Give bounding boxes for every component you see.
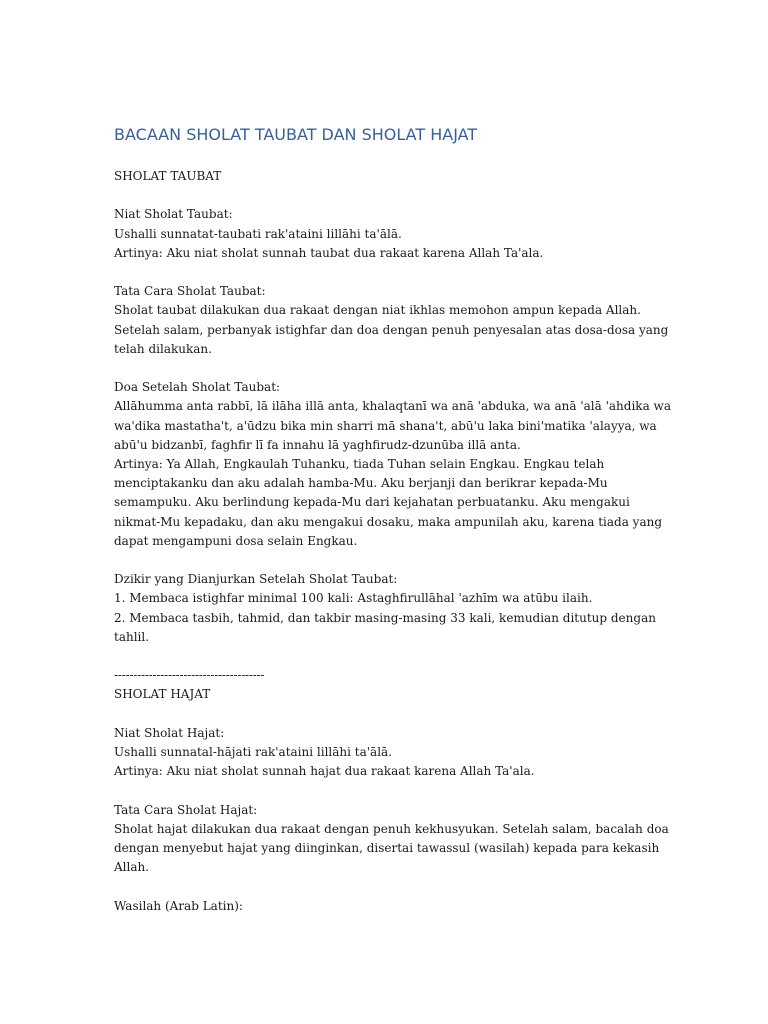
tata-hajat-line: Allah. xyxy=(114,860,150,875)
doa-taubat-label: Doa Setelah Sholat Taubat: xyxy=(114,380,281,395)
doa-taubat-arti-line: dapat mengampuni dosa selain Engkau. xyxy=(114,533,358,548)
doa-taubat-arti-line: nikmat-Mu kepadaku, dan aku mengakui dosaku, maka ampunilah aku, karena tiada yang xyxy=(114,514,663,529)
wasilah-label: Wasilah (Arab Latin): xyxy=(114,898,243,913)
doa-taubat-arti-line: semampuku. Aku berlindung kepada-Mu dari kejahatan perbuatanku. Aku mengakui xyxy=(114,495,630,510)
doa-taubat-arti-line: menciptakanku dan aku adalah hamba-Mu. Aku berjanji dan berikrar kepada-Mu xyxy=(114,476,608,491)
document-title: BACAAN SHOLAT TAUBAT DAN SHOLAT HAJAT xyxy=(114,125,478,144)
dzikir-line: tahlil. xyxy=(114,629,150,644)
spacer xyxy=(114,705,654,724)
spacer xyxy=(114,551,654,570)
dzikir-label: Dzikir yang Dianjurkan Setelah Sholat Taubat: xyxy=(114,572,398,587)
document-body xyxy=(114,167,671,916)
niat-taubat-text: Ushalli sunnatat-taubati rak'ataini lillāhi ta'ālā. xyxy=(114,226,402,241)
doa-taubat-line: Allāhumma anta rabbī, lā ilāha illā anta, khalaqtanī wa anā 'abduka, wa anā 'alā 'ahdika wa xyxy=(114,399,671,414)
doa-taubat-line: abū'u bidzanbī, faghfir lī fa innahu lā yaghfirudz-dzunūba illā anta. xyxy=(114,437,521,452)
spacer xyxy=(114,647,654,666)
spacer xyxy=(114,186,654,205)
spacer xyxy=(114,877,654,896)
tata-hajat-line: dengan menyebut hajat yang diinginkan, disertai tawassul (wasilah) kepada para kekasih xyxy=(114,841,660,855)
tata-taubat-label: Tata Cara Sholat Taubat: xyxy=(114,284,266,299)
doa-taubat-arti-line: Artinya: Ya Allah, Engkaulah Tuhanku, tiada Tuhan selain Engkau. Engkau telah xyxy=(114,457,605,471)
spacer xyxy=(114,359,654,378)
niat-taubat-label: Niat Sholat Taubat: xyxy=(114,207,233,222)
section-heading-hajat: SHOLAT HAJAT xyxy=(114,687,211,702)
niat-hajat-label: Niat Sholat Hajat: xyxy=(114,725,225,740)
dzikir-line: 1. Membaca istighfar minimal 100 kali: Astaghfirullāhal 'azhīm wa atūbu ilaih. xyxy=(114,591,593,606)
tata-taubat-line: Sholat taubat dilakukan dua rakaat dengan niat ikhlas memohon ampun kepada Allah. xyxy=(114,303,641,318)
spacer xyxy=(114,263,654,282)
tata-hajat-label: Tata Cara Sholat Hajat: xyxy=(114,802,258,817)
spacer xyxy=(114,781,654,800)
tata-hajat-line: Sholat hajat dilakukan dua rakaat dengan penuh kekhusyukan. Setelah salam, bacalah doa xyxy=(114,821,669,836)
niat-hajat-text: Ushalli sunnatal-hājati rak'ataini lillāhi ta'ālā. xyxy=(114,745,393,759)
tata-taubat-line: telah dilakukan. xyxy=(114,341,212,356)
niat-hajat-arti: Artinya: Aku niat sholat sunnah hajat dua rakaat karena Allah Ta'ala. xyxy=(114,764,535,779)
tata-taubat-line: Setelah salam, perbanyak istighfar dan doa dengan penuh penyesalan atas dosa-dosa yang xyxy=(114,322,669,337)
doa-taubat-line: wa'dika mastatha't, a'ūdzu bika min sharri mā shana't, abū'u laka bini'matika 'alayya, wa xyxy=(114,418,657,433)
section-divider: --------------------------------------- xyxy=(114,668,265,683)
dzikir-line: 2. Membaca tasbih, tahmid, dan takbir masing-masing 33 kali, kemudian ditutup dengan xyxy=(114,610,656,625)
section-heading-taubat: SHOLAT TAUBAT xyxy=(114,169,222,183)
niat-taubat-arti: Artinya: Aku niat sholat sunnah taubat dua rakaat karena Allah Ta'ala. xyxy=(114,245,544,260)
